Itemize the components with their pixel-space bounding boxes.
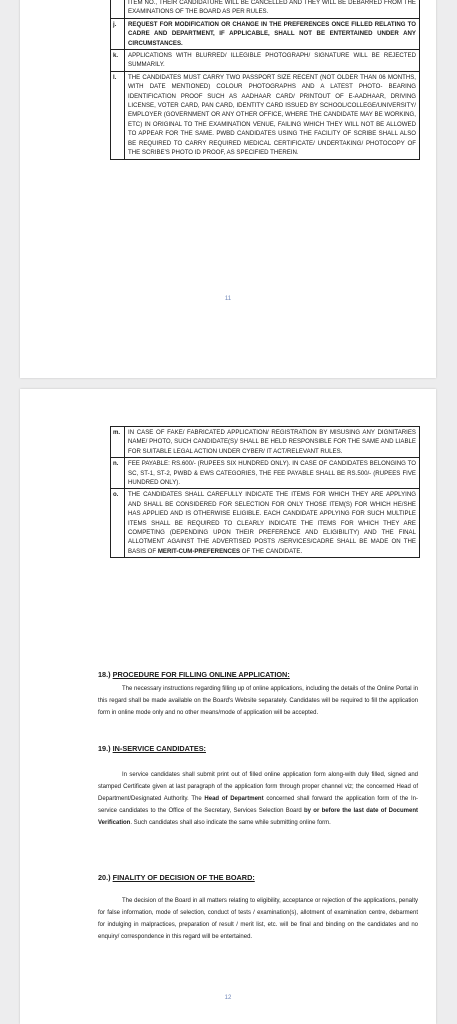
section-19-heading: [98, 744, 206, 753]
section-19-body: [98, 770, 418, 830]
paragraph: [98, 770, 418, 830]
row-label: l.: [111, 71, 125, 159]
section-18-body: [98, 684, 418, 720]
table-row: [111, 458, 420, 489]
text-part: . Such candidates shall also indicate the same while submitting online form.: [130, 819, 331, 826]
text-part: concerned shall forward the application form of the In-service candidates to the Office of the Secretary, Services Selection Board: [98, 795, 419, 814]
table-row: [111, 489, 420, 558]
row-text-part: OF THE CANDIDATE.: [240, 547, 303, 555]
section-number: 19.): [98, 744, 111, 753]
section-number: 20.): [98, 873, 111, 882]
emphasis: Head of Department: [204, 795, 264, 802]
document-page-11: [20, 0, 436, 378]
table-row: [111, 0, 420, 18]
page-number: 12: [224, 995, 232, 1001]
section-18-heading: [98, 670, 290, 679]
row-label: m.: [111, 427, 125, 458]
row-text-part: THE CANDIDATES SHALL CAREFULLY INDICATE THE ITEMS FOR WHICH THEY ARE APPLYING AND SHALL BE CONSIDERED FOR SELECTION FOR ONLY THOSE ITEM(S) FOR WHICH HE/SHE HAS APPLIED AND IS OTHERWISE ELIGIBLE. EACH CANDIDATE APPLYING FOR SUCH MULTIPLE ITEMS SHALL BE REQUIRED TO CLEARLY INDICATE THE ITEMS FOR WHICH THEY ARE COMPETING (DEPENDING UPON THEIR PREFERENCE AND ELIGIBILITY) AND THE FINAL ALLOTMENT AGAINST THE ADVERTISED POSTS /SERVICES/CADRE SHALL BE MADE ON THE BASIS OF: [128, 491, 416, 555]
section-title: IN-SERVICE CANDIDATES:: [112, 744, 206, 753]
section-20-heading: [98, 873, 255, 882]
table-row: [111, 50, 420, 72]
row-label: n.: [111, 458, 125, 489]
row-label: [111, 0, 125, 18]
conditions-table-continued: [110, 0, 420, 160]
section-title: FINALITY OF DECISION OF THE BOARD:: [112, 873, 255, 882]
conditions-table: [110, 426, 420, 558]
row-label: k.: [111, 50, 125, 72]
row-label: j.: [111, 18, 125, 49]
text-part: In service candidates shall submit print out of filled online application form along-with duly filled, signed and stamped Certificate given at last paragraph of the application form through proper channel viz; the concerned Head of Department/Designated Authority. The: [98, 772, 418, 802]
section-title: PROCEDURE FOR FILLING ONLINE APPLICATION:: [112, 670, 290, 679]
row-text: REQUEST FOR MODIFICATION OR CHANGE IN THE PREFERENCES ONCE FILLED RELATING TO CADRE AND DEPARTMENT, IF APPLICABLE, SHALL NOT BE ENTERTAINED UNDER ANY CIRCUMSTANCES.: [125, 18, 420, 49]
row-text: APPLICATIONS WITH BLURRED/ ILLEGIBLE PHOTOGRAPH/ SIGNATURE WILL BE REJECTED SUMMARILY.: [125, 50, 420, 72]
paragraph: The decision of the Board in all matters relating to eligibility, acceptance or rejection of the applications, penalty for false information, mode of selection, conduct of tests / examination(s), allotment of examination centre, debarment for indulging in malpractices, preparation of result / merit list, etc. will be final and binding on the candidates and no enquiry/ correspondence in this regard will be entertained.: [98, 898, 418, 940]
paragraph: The necessary instructions regarding filling up of online applications, including the details of the Online Portal in this regard shall be made available on the Board's Website separately. Candidates will be required to fill the application form in online mode only and no other means/mode of application will be accepted.: [98, 686, 418, 716]
row-text: [125, 489, 420, 558]
table-row: [111, 427, 420, 458]
emphasis: by or before the last date of Document Verification: [98, 807, 418, 826]
row-text: IN CASE OF FAKE/ FABRICATED APPLICATION/ REGISTRATION BY MISUSING ANY DIGNITARIES NAME/ PHOTO, SUCH CANDIDATE(S)/ SHALL BE HELD RESPONSIBLE FOR THE SAME AND LIABLE FOR SUITABLE LEGAL ACTION UNDER CYBER/ IT ACT/RELEVANT RULES.: [125, 427, 420, 458]
page-number: 11: [224, 296, 232, 302]
section-number: 18.): [98, 670, 111, 679]
document-page-12: [20, 389, 436, 1024]
row-text: THE CANDIDATES MUST CARRY TWO PASSPORT SIZE RECENT (NOT OLDER THAN 06 MONTHS, WITH DATE MENTIONED) COLOUR PHOTOGRAPHS AND A LATEST PHOTO- BEARING IDENTIFICATION PROOF SUCH AS AADHAAR CARD/ PRINTOUT OF E-AADHAAR, DRIVING LICENSE, VOTER CARD, PAN CARD, IDENTITY CARD ISSUED BY SCHOOL/COLLEGE/UNIVERSITY/ EMPLOYER (GOVERNMENT OR ANY OTHER OFFICE, WHERE THE CANDIDATE MAY BE WORKING, ETC) IN ORIGINAL TO THE EXAMINATION VENUE, FAILING WHICH THEY WILL NOT BE ALLOWED TO APPEAR FOR THE SAME. PWBD CANDIDATES USING THE FACILITY OF SCRIBE SHALL ALSO BE REQUIRED TO CARRY REQUIRED MEDICAL CERTIFICATE/ UNDERTAKING/ PHOTOCOPY OF THE SCRIBE'S PHOTO ID PROOF, AS SPECIFIED THEREIN.: [125, 71, 420, 159]
merit-cum-preferences-emphasis: MERIT-CUM-PREFERENCES: [157, 547, 241, 555]
row-text: ITEM NO., THEIR CANDIDATURE WILL BE CANCELLED AND THEY WILL BE DEBARRED FROM THE EXAMINATIONS OF THE BOARD AS PER RULES.: [125, 0, 420, 18]
row-label: o.: [111, 489, 125, 558]
table-row: [111, 71, 420, 159]
row-text: FEE PAYABLE: RS.600/- (RUPEES SIX HUNDRED ONLY). IN CASE OF CANDIDATES BELONGING TO SC, ST-1, ST-2, PWBD & EWS CATEGORIES, THE FEE PAYABLE SHALL BE RS.500/- (RUPEES FIVE HUNDRED ONLY).: [125, 458, 420, 489]
section-20-body: [98, 896, 418, 944]
table-row: [111, 18, 420, 49]
